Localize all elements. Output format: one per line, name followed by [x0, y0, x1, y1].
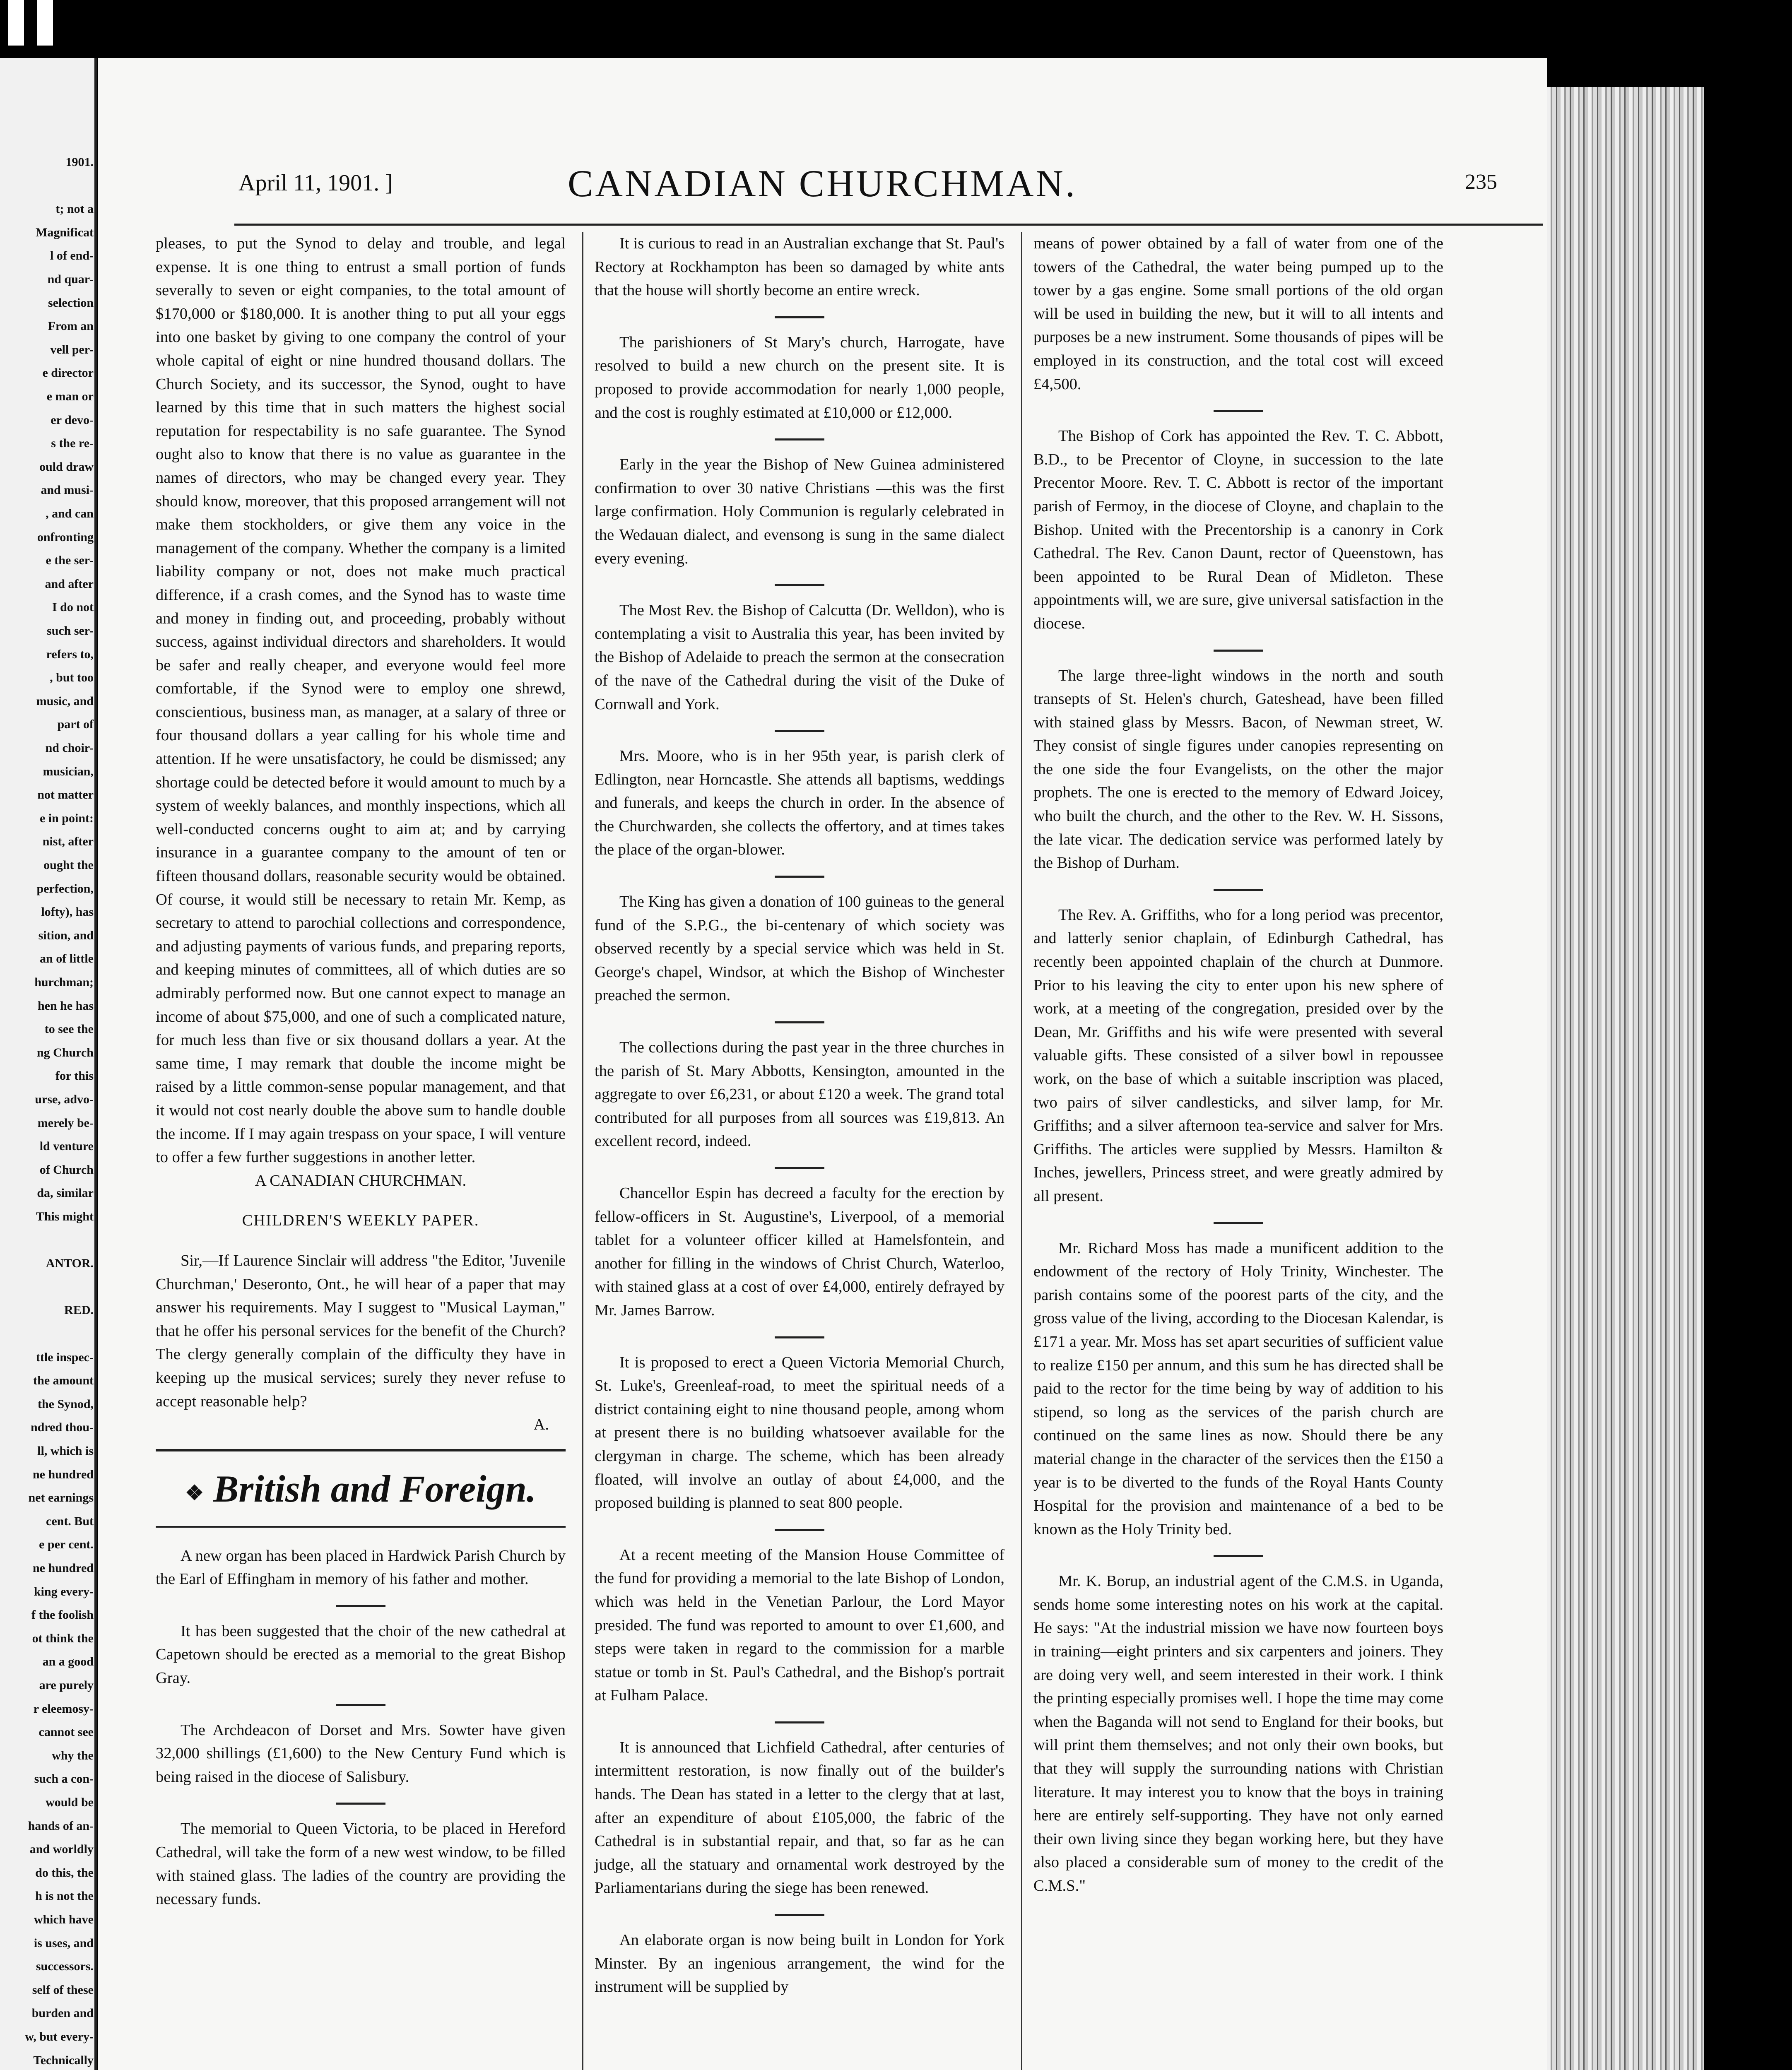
facing-page-text-fragment: h is not the: [35, 1889, 94, 1903]
page-header: [139, 161, 1505, 211]
news-item: Mrs. Moore, who is in her 95th year, is parish clerk of Edlington, near Horncastle. She attends all baptisms, weddings and funerals, and keeps the church in order. In the absence of the Churchwarden, she collects the offertory, and at times takes the place of the organ-blower.: [595, 747, 1004, 859]
newspaper-page: [98, 58, 1547, 2070]
facing-page-text-fragment: f the foolish: [31, 1608, 94, 1622]
news-item: The Archdeacon of Dorset and Mrs. Sowter have given 32,000 shillings (£1,600) to the New Century Fund which is being raised in the diocese of Salisbury.: [156, 1721, 566, 1786]
facing-page-text-fragment: ANTOR.: [46, 1256, 94, 1271]
news-item: At a recent meeting of the Mansion House Committee of the fund for providing a memorial to the late Bishop of London, which was held in the Venetian Parlour, the Lord Mayor presided. The fund was reported to amount to over £1,600, and steps were taken in regard to the commission for a marble statue or tomb in St. Paul's Cathedral, and the Bishop's portrait at Fulham Palace.: [595, 1546, 1004, 1704]
facing-page-text-fragment: lofty), has: [41, 905, 94, 919]
facing-page-text-fragment: perfection,: [36, 881, 94, 895]
film-mark-top: [8, 0, 24, 46]
facing-page-text-fragment: successors.: [36, 1959, 94, 1974]
facing-page-text-fragment: ould draw: [39, 460, 94, 474]
news-item: The large three-light windows in the north and south transepts of St. Helen's church, Gateshead, have been filled with stained glass by Messrs. Bacon, of Newman street, W. They consist of single figures under canopies representing on the one side the four Evangelists, on the other the major prophets. The one is erected to the memory of Edward Joicey, who built the church, and the other to the Rev. W. H. Sissons, the late vicar. The dedication service was performed lately by the Bishop of Durham.: [1033, 667, 1443, 872]
item-separator: [775, 1529, 824, 1531]
item-separator: [775, 438, 824, 440]
facing-page-text-fragment: music, and: [36, 694, 94, 708]
news-item: A new organ has been placed in Hardwick Parish Church by the Earl of Effingham in memory of his father and mother.: [156, 1547, 566, 1588]
facing-page-text-fragment: vell per-: [50, 342, 94, 356]
column-2: [595, 232, 1004, 1999]
facing-page-text-fragment: e in point:: [39, 811, 94, 825]
section-heading-text: British and Foreign.: [213, 1467, 536, 1510]
item-separator: [775, 876, 824, 878]
facing-page-text-fragment: ld venture: [39, 1139, 94, 1153]
facing-page-text-fragment: ll, which is: [37, 1444, 94, 1458]
facing-page-text-fragment: net earnings: [28, 1491, 94, 1505]
facing-page-text-fragment: nd choir-: [45, 741, 94, 755]
facing-page-text-fragment: is uses, and: [34, 1936, 94, 1950]
news-item: It is curious to read in an Australian exchange that St. Paul's Rectory at Rockhampton has been so damaged by white ants that the house will shortly become an entire wreck.: [595, 235, 1004, 299]
facing-page-text-fragment: Magnificat: [36, 225, 94, 239]
facing-page-text-fragment: da, similar: [37, 1186, 94, 1200]
news-item: The collections during the past year in the three churches in the parish of St. Mary Abbotts, Kensington, amounted in the aggregate to over £6,231, or about £120 a week. The grand total contributed for all purposes from all sources was £19,813. An excellent record, indeed.: [595, 1039, 1004, 1150]
letter-signature-2: A.: [533, 1416, 549, 1434]
facing-page-text-fragment: ttle inspec-: [36, 1350, 94, 1364]
item-separator: [1214, 889, 1263, 891]
news-item: Mr. Richard Moss has made a munificent addition to the endowment of the rectory of Holy Trinity, Winchester. The parish contains some of the poorest parts of the city, and the gross value of the living, according to the Diocesan Kalendar, is £171 a year. Mr. Moss has set apart securities of sufficient value to realize £150 per annum, and this sum he has directed shall be paid to the rector for the time being by way of addition to his stipend, so long as the services of the parish church are continued on the same lines as now. Should there be any material change in the character of the services then the £150 a year is to be diverted to the funds of the Royal Hants County Hospital for the provision and maintenance of a bed to be known as the Holy Trinity bed.: [1033, 1239, 1443, 1538]
news-item: The Bishop of Cork has appointed the Rev. T. C. Abbott, B.D., to be Precentor of Cloyne, in succession to the late Precentor Moore. Rev. T. C. Abbott is rector of the important parish of Fermoy, in the diocese of Cloyne, and chaplain to the Bishop. United with the Precentorship is a canonry in Cork Cathedral. The Rev. Canon Daunt, rector of Queenstown, has been appointed to be Rural Dean of Midleton. These appointments will, we are sure, give universal satisfaction in the diocese.: [1033, 427, 1443, 632]
facing-page-text-fragment: to see the: [44, 1022, 94, 1036]
facing-page-text-fragment: king every-: [34, 1584, 94, 1598]
facing-page-text-fragment: From an: [48, 319, 94, 333]
facing-page-text-fragment: an a good: [42, 1655, 94, 1669]
news-item: The memorial to Queen Victoria, to be placed in Hereford Cathedral, will take the form of a new west window, to be filled with stained glass. The ladies of the country are providing the necessary funds.: [156, 1820, 566, 1908]
facing-page-text-fragment: would be: [46, 1796, 94, 1809]
item-separator: [1214, 650, 1263, 652]
news-item: The parishioners of St Mary's church, Harrogate, have resolved to build a new church on the present site. It is proposed to provide accommodation for nearly 1,000 people, and the cost is roughly estimated at £10,000 or £12,000.: [595, 333, 1004, 421]
item-separator: [775, 316, 824, 318]
facing-page-text-fragment: burden and: [31, 2006, 94, 2020]
news-item: An elaborate organ is now being built in London for York Minster. By an ingenious arrangement, the wind for the instrument will be supplied by: [595, 1931, 1004, 1996]
facing-page-text-fragment: merely be-: [37, 1116, 94, 1130]
facing-page-text-fragment: ng Church: [37, 1045, 94, 1059]
item-separator: [775, 584, 824, 586]
film-mark-top-2: [37, 0, 53, 46]
facing-page-text-fragment: and after: [45, 577, 94, 591]
facing-page-text-fragment: w, but every-: [25, 2030, 94, 2044]
facing-page-text-fragment: , but too: [50, 671, 94, 685]
page-number: 235: [1465, 170, 1497, 194]
facing-page-text-fragment: l of end-: [50, 249, 94, 263]
facing-page-text-fragment: r eleemosy-: [33, 1702, 94, 1716]
facing-page-text-fragment: for this: [55, 1069, 94, 1083]
ornament-left-icon: ❖: [185, 1481, 204, 1504]
facing-page-text-fragment: and worldly: [29, 1842, 94, 1856]
facing-page-text-fragment: ndred thou-: [31, 1420, 94, 1435]
facing-page-text-fragment: ne hundred: [32, 1561, 94, 1575]
item-separator: [775, 730, 824, 732]
item-separator: [775, 1167, 824, 1169]
facing-page-text-fragment: , and can: [46, 507, 94, 520]
facing-page-text-fragment: do this, the: [35, 1865, 94, 1880]
facing-page-text-fragment: onfronting: [37, 530, 94, 544]
column-rule-1: [582, 232, 583, 2070]
facing-page-text-fragment: nist, after: [42, 835, 94, 849]
facing-page-text-fragment: hen he has: [37, 999, 94, 1013]
facing-page-text-fragment: the Synod,: [37, 1397, 94, 1411]
item-separator: [1214, 1222, 1263, 1224]
facing-page-text-fragment: e per cent.: [39, 1538, 94, 1552]
section-heading-british-and-foreign: [156, 1449, 566, 1528]
facing-page-text-fragment: I do not: [52, 600, 94, 614]
facing-page-text-fragment: er devo-: [51, 413, 94, 427]
facing-page-text-fragment: musician,: [43, 764, 94, 778]
letter-heading: CHILDREN'S WEEKLY PAPER.: [242, 1212, 479, 1230]
letter-signature: A CANADIAN CHURCHMAN.: [255, 1172, 467, 1189]
facing-page-text-fragment: and musi-: [41, 483, 94, 497]
facing-page-text-fragment: such ser-: [46, 624, 94, 638]
item-separator: [775, 1336, 824, 1338]
facing-page-text-fragment: selection: [48, 296, 94, 310]
news-item: It has been suggested that the choir of the new cathedral at Capetown should be erected as a memorial to the great Bishop Gray.: [156, 1622, 566, 1687]
facing-page-text-fragment: the amount: [33, 1374, 94, 1388]
item-separator: [336, 1803, 385, 1805]
news-item: Early in the year the Bishop of New Guinea administered confirmation to over 30 native Christians —this was the first large confirmation. Holy Communion is regularly celebrated in the Wedauan dialect, and evensong is sung in the same dialect every evening.: [595, 456, 1004, 567]
facing-page-text-fragment: are purely: [39, 1678, 94, 1692]
header-rule: [234, 224, 1543, 226]
facing-page-text-fragment: such a con-: [34, 1772, 94, 1786]
facing-page-text-fragment: e the ser-: [46, 554, 94, 568]
column-rule-2: [1021, 232, 1022, 2070]
facing-page-text-fragment: cannot see: [39, 1725, 94, 1739]
news-item: Chancellor Espin has decreed a faculty for the erection by fellow-officers in St. Augustine's, Liverpool, of a memorial tablet for a volunteer officer killed at Hamelsfontein, and another for filling in the windows of Christ Church, Waterloo, with stained glass at a cost of over £4,000, entirely defrayed by Mr. James Barrow.: [595, 1184, 1004, 1319]
facing-page-text-fragment: 1901.: [65, 155, 94, 169]
facing-page-text-fragment: ne hundred: [32, 1467, 94, 1481]
news-item: The King has given a donation of 100 guineas to the general fund of the S.P.G., the bi-centenary of which society was observed recently by a special service which was held in St. George's chapel, Windsor, at which the Bishop of Winchester preached the sermon.: [595, 893, 1004, 1004]
article-letter-continued: pleases, to put the Synod to delay and trouble, and legal expense. It is one thing to entrust a small portion of funds severally to seven or eight companies, to the total amount of $170,000 or $180,000. It is another thing to put all your eggs into one basket by giving to one company the control of your whole capital of eight or nine hundred thousand dollars. The Church Society, and its successor, the Synod, ought to have learned by this time that in such matters the highest social reputation for respectability is no safe guarantee. The Synod ought also to know that there is no value as guarantee in the names of directors, who may be changed every year. They should know, moreover, that this proposed arrangement will not make them stockholders, or give them any voice in the management of the company. Whether the company is a limited liability company or not, does not make much practical difference, if a crash comes, and the Synod has to waste time and money in finding out, and proceeding, probably without success, against individual directors and shareholders. It would be safer and really cheaper, and everyone would feel more comfortable, if the Synod were to employ one shrewd, conscientious, business man, as manager, at a salary of three or four thousand dollars a year calling for his whole time and attention. If he were unsatisfactory, he could be dismissed; any shortage could be detected before it would amount to much by a system of weekly balances, and monthly inspections, which all well-conducted concerns ought to aim at; and by carrying insurance in a guarantee company to the amount of ten or fifteen thousand dollars, reasonable security would be obtained. Of course, it would still be necessary to retain Mr. Kemp, as secretary to attend to parochial collections and correspondence, and adjusting payments of various funds, and preparing reports, and keeping minutes of committees, all of which duties are so admirably performed now. But one cannot expect to manage an income of about $75,000, and one of such a complicated nature, for much less than five or six thousand dollars a year. At the same time, I may remark that double the income might be raised by a little common-sense popular management, and that it would not cost nearly double the above sum to handle double the income. If I may again trespass on your space, I will venture to offer a few further suggestions in another letter.: [156, 235, 566, 1166]
facing-page-text-fragment: an of little: [40, 952, 94, 966]
letter-body: Sir,—If Laurence Sinclair will address "the Editor, 'Juvenile Churchman,' Deseronto, Ont., he will hear of a paper that may answer his requirements. May I suggest to "Musical Layman," that he offer his personal services for the benefit of the Church? The clergy generally complain of the difficulty they have in keeping up the musical services; surely they never refuse to accept reasonable help?: [156, 1252, 566, 1410]
facing-page-text-fragment: which have: [34, 1913, 94, 1926]
news-item: It is announced that Lichfield Cathedral, after centuries of intermittent restoration, is now finally out of the builder's hands. The Dean has stated in a letter to the clergy that at last, after an expenditure of about £105,000, the fabric of the Cathedral is in substantial repair, and that, so far as he can judge, all the statuary and ornamental work destroyed by the Parliamentarians during the siege has been renewed.: [595, 1738, 1004, 1897]
facing-page-text-fragment: nd quar-: [47, 272, 94, 286]
news-item: The Most Rev. the Bishop of Calcutta (Dr. Welldon), who is contemplating a visit to Australia this year, has been invited by the Bishop of Adelaide to preach the sermon at the consecration of the nave of the Cathedral during the visit of the Duke of Cornwall and York.: [595, 602, 1004, 713]
facing-page-text-fragment: part of: [57, 717, 94, 732]
facing-page-text-fragment: s the re-: [51, 436, 94, 450]
facing-page-text-fragment: hands of an-: [28, 1819, 94, 1833]
facing-page-text-fragment: not matter: [37, 788, 94, 802]
facing-page-text-fragment: ot think the: [32, 1631, 94, 1645]
facing-page-text-fragment: self of these: [32, 1983, 94, 1997]
news-item: The Rev. A. Griffiths, who for a long period was precentor, and latterly senior chaplain, of Edinburgh Cathedral, has recently been appointed chaplain of the church at Dunmore. Prior to his leaving the city to enter upon his new sphere of work, at a meeting of the congregation, presided over by the Dean, Mr. Griffiths and his wife were presented with several valuable gifts. These consisted of a silver bowl in repoussee work, on the base of which a suitable inscription was placed, two pairs of silver candlesticks, and silver lamp, for Mr. Griffiths; and a silver afternoon tea-service and salver for Mrs. Griffiths. The articles were supplied by Messrs. Hamilton & Inches, jewellers, Princess street, and were greatly admired by all present.: [1033, 906, 1443, 1205]
facing-page-text-fragment: of Church: [39, 1163, 94, 1177]
facing-page-fragment: [0, 58, 97, 2070]
item-separator: [775, 1021, 824, 1023]
item-separator: [1214, 410, 1263, 412]
facing-page-text-fragment: t; not a: [55, 202, 94, 216]
issue-date: April 11, 1901. ]: [238, 170, 393, 196]
facing-page-text-fragment: refers to,: [46, 647, 94, 661]
news-item-continued: means of power obtained by a fall of water from one of the towers of the Cathedral, the water being pumped up to the tower by a gas engine. Some small portions of the old organ will be used in building the new, but it will to all intents and purposes be a new instrument. Some thousands of pipes will be employed in its construction, and the total cost will exceed £4,500.: [1033, 235, 1443, 393]
masthead-title: CANADIAN CHURCHMAN.: [568, 162, 1077, 205]
facing-page-text-fragment: Technically: [33, 2053, 94, 2067]
facing-page-text-fragment: cent. But: [46, 1514, 94, 1528]
item-separator: [775, 1914, 824, 1916]
facing-page-text-fragment: urse, advo-: [35, 1093, 94, 1106]
item-separator: [336, 1704, 385, 1706]
news-item: Mr. K. Borup, an industrial agent of the C.M.S. in Uganda, sends home some interesting notes on his work at the capital. He says: "At the industrial mission we have now fourteen boys in training—eight printers and six carpenters and joiners. They are doing very well, and seem interested in their work. I think the printing especially promises well. I hope the time may come when the Baganda will not send to England for their books, but will print them themselves; and not only their own books, but that they will supply the surrounding nations with Christian literature. It may interest you to know that the boys in training here are entirely self-supporting. They have not only earned their own living since they began working here, but they have also placed a considerable sum of money to the credit of the C.M.S.": [1033, 1572, 1443, 1894]
item-separator: [336, 1605, 385, 1607]
facing-page-text-fragment: sition, and: [38, 928, 94, 942]
book-page-edges: [1547, 87, 1704, 2070]
item-separator: [775, 1721, 824, 1723]
facing-page-text-fragment: why the: [52, 1748, 94, 1762]
column-3: [1033, 232, 1443, 1898]
facing-page-text-fragment: e man or: [46, 390, 94, 403]
facing-page-text-fragment: e director: [42, 366, 94, 380]
column-1: [156, 232, 566, 1911]
facing-page-text-fragment: hurchman;: [34, 975, 94, 989]
facing-page-text-fragment: This might: [36, 1210, 94, 1223]
facing-page-text-fragment: RED.: [64, 1303, 94, 1317]
item-separator: [1214, 1555, 1263, 1557]
news-item: It is proposed to erect a Queen Victoria Memorial Church, St. Luke's, Greenleaf-road, to meet the spiritual needs of a district containing eight to nine thousand people, among whom at present there is no building whatsoever available for the clergyman in charge. The scheme, which has been already floated, will involve an outlay of about £4,000, and the proposed building is planned to seat 800 people.: [595, 1353, 1004, 1512]
facing-page-text-fragment: ought the: [43, 858, 94, 872]
